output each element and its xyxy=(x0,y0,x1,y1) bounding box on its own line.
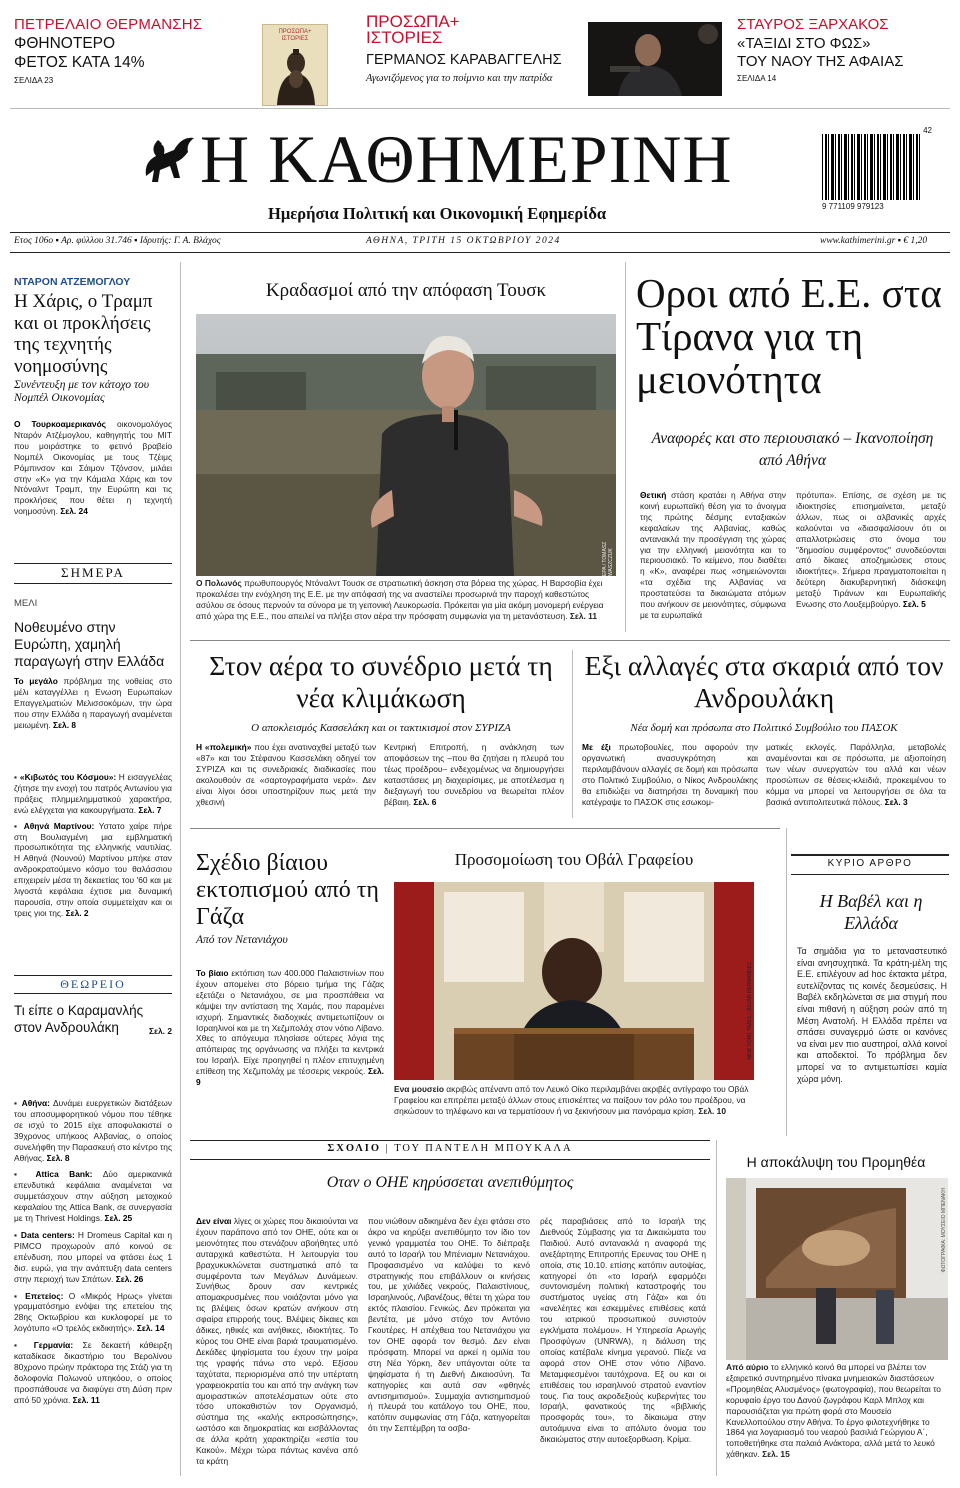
teaser-page: ΣΕΛΙΔΑ 14 xyxy=(737,74,777,83)
editorial-label: ΚΥΡΙΟ ΑΡΘΡΟ xyxy=(827,858,913,869)
divider xyxy=(10,108,950,109)
editorial-body: Τα σημάδια για το μεταναστευτικό είναι ανησυχητικά. Τα κράτη-μέλη της Ε.Ε. επιλέγουν ad hoc έκτακτα μέτρα, ευτελίζοντας τις κοινές δεσμεύσεις. Η Βαβέλ εκδηλώνεται σε μια στιγμή που είναι πιθανή η αύξηση ροών από τη Μέση Ανατολή. Η Ελλάδα πρέπει να σπάσει συναγερμό ώστε οι κανόνες να είναι μεν πιο αυστηροί, αλλά κοινοί και αποδεκτοί. Το πρόβλημα δεν μπορεί να το αντιμετωπίσει καμία χώρα μόνη. xyxy=(797,946,947,1084)
issue-date: ΑΘΗΝΑ, ΤΡΙΤΗ 15 ΟΚΤΩΒΡΙΟΥ 2024 xyxy=(366,236,561,246)
comment-col-2: που νιώθουν αδικημένα δεν έχει φτάσει στο άκρο να κηρύξει ανεπιθύμητο τον ίδιο τον γενικό γραμματέα του ΟΗΕ. Το διέπραξε αυτό το Ισραήλ του Μπένιαμιν Νετανιάχου. Προφασισμένο να καλύψει το κενό στρατηγικής που επιβάλλουν οι κινήσεις του, με χιλιάδες νεκρούς, Παλαιστίνιους, Ισραηλινούς, Λιβανέζους, θέτει τη χώρα του εκτός πλαισίου. Γενικώς. Δεν πρόκειται για βεντέτα, με μόνο στόχο τον Αντόνιο Γκουτέρες. Η απέχθεια του Νετανιάχου για τον ΟΗΕ αφορά τον θεσμό. Δεν είναι πρόσφατη. Μπορεί να αρκεί η ομιλία του στη Νέα Υόρκη, δεν υπάγονται ούτε τα ψηφίσματα ή τη Διεθνή Δικαιοσύνη. Τα κατηγορίες και αυτά σαν «φθηνές αντισημιτισμού». Συμμαχία αντισημιτισμού ή πλευρά του κατάλογο του ΟΗΕ, που, κατόπιν συμφωνίας στη Γάζα, κατηγορείται ότι την Σεπτέμβρη τα οσβα- xyxy=(368,1216,530,1434)
sidebar-theater-story[interactable] xyxy=(14,1002,172,1036)
divider xyxy=(14,563,172,564)
column-divider xyxy=(716,1140,717,1476)
teaser-kicker: ΠΡΟΣΩΠΑ+ xyxy=(366,12,460,31)
masthead-subtitle: Ημερήσια Πολιτική και Οικονομική Εφημερίδα xyxy=(268,204,607,223)
issue-price: www.kathimerini.gr ▪ € 1,20 xyxy=(820,236,928,246)
pasok-col-2: ματικές εκλογές. Παράλληλα, μεταβολές αναμένονται και σε πρόσωπα, με αξιοποίηση των νέων συνεργατών του αλλά και νέων προσώπων σε θέσεις-κλειδιά, προκειμένου το κόμμα να μπορεί να λειτουργήσει σε όλα τα βασικά αντιπολιτευτικά πόλους. Σελ. 3 xyxy=(766,742,946,807)
divider xyxy=(14,975,172,976)
divider xyxy=(14,993,172,994)
tusk-headline[interactable]: Κραδασμοί από την απόφαση Τουσκ xyxy=(265,280,547,301)
divider xyxy=(10,232,950,233)
sidebar-title: Νοθευμένο στην Ευρώπη, χαμηλή παραγωγή στην Ελλάδα xyxy=(14,619,165,669)
divider xyxy=(190,1140,710,1141)
divider xyxy=(14,583,172,584)
brief-item[interactable]: ▪ Γερμανία: Σε δεκαετή κάθειρξη καταδίκασε δικαστήριο του Βερολίνου 80χρονο πρώην πράκτορα της Στάζι για τη δολοφονία Πολωνού υπηκόου, ο οποίος προσπάθουσε να διαφύγει στη Δύση πριν από 50 χρόνια. Σελ. 11 xyxy=(14,1340,173,1405)
brief-item[interactable]: ▪ «Κιβωτός του Κόσμου»: Η εισαγγελέας ζήτησε την ενοχή του πατρός Αντωνίου για πράξεις πλημμελημματικού χαρακτήρα, ενώ ελέγχεται για κακουργήματα. Σελ. 7 xyxy=(14,772,172,815)
column-divider xyxy=(180,262,181,1476)
pasok-headline[interactable]: Εξι αλλαγές στα σκαριά από τον Ανδρουλάκη xyxy=(584,650,944,713)
oval-caption: Ενα μουσείο ακριβώς απέναντι από τον Λευκό Οίκο περιλαμβάνει ακριβές αντίγραφο του Οβάλ Γραφείου και επιτρέπει μεταξύ άλλων στους επισκέπτες να παίξουν τον ρόλο του προέδρου, να σηκώσουν το τηλέφωνο και να τερματίσουν ή να ξεκινήσουν μια πανόραμα κρίση. Σελ. 10 xyxy=(394,1084,749,1116)
sidebar-body: Ο Τουρκοαμερικανός οικονομολόγος Νταρόν Ατζέμογλου, καθηγητής του ΜΙΤ που μοιράστηκε το φετινό βραβείο Νομπέλ Οικονομίας με τους Τζέιμς Ρόμπινσον και Σάιμον Τζόνσον, μιλάει στην «Κ» για την Κάμαλα Χάρις και τον Ντόναλντ Τραμπ, την Ευρώπη και τις προκλήσεις που θέτει η τεχνητή νοημοσύνη. Σελ. 24 xyxy=(14,419,173,517)
issue-info: Ετος 106ο ▪ Αρ. φύλλου 31.746 ▪ Ιδρυτής: Γ. Α. Βλάχος xyxy=(14,236,221,246)
main-sub: Αναφορές και στο περιουσιακό – Ικανοποίηση από Αθήνα xyxy=(651,430,934,469)
comment-author: ΤΟΥ ΠΑΝΤΕΛΗ ΜΠΟΥΚΑΛΑ xyxy=(394,1143,573,1154)
teaser-line: «ΤΑΞΙΔΙ ΣΤΟ ΦΩΣ» xyxy=(737,35,871,52)
section-theater: ΘΕΩΡΕΙΟ xyxy=(60,977,126,991)
sidebar-brief-list xyxy=(14,772,172,919)
teaser-line: ΦΕΤΟΣ ΚΑΤΑ 14% xyxy=(14,54,145,71)
divider xyxy=(190,828,780,829)
prometheus-photo xyxy=(726,1178,948,1360)
teaser-persons-stories-badge[interactable] xyxy=(262,24,328,106)
main-col-1: Θετική στάση κρατάει η Αθήνα στην κοινή ευρωπαϊκή θέση για το άνοιγμα της πρώτης δέσμης ενταξιακών κεφαλαίων της Αλβανίας, καθώς αντανακλά την προσέγγιση της χώρας για την ελληνική μειονότητα και το περιουσιακό. Το κείμενο, που διαθέτει η «Κ», αναφέρει πως «σημειώνονται «τα σχέδια της Αλβανίας να προστατεύσει τα δικαιώματα ατόμων που ανήκουν σε μειονότητες, σύμφωνα με τα ευρωπαϊκά xyxy=(640,490,786,620)
sidebar-title: Η Χάρις, ο Τραμπ και οι προκλήσεις της τεχνητής νοημοσύνης xyxy=(14,291,153,377)
barcode-issue: 42 xyxy=(923,126,932,135)
sidebar-kicker: ΜΕΛΙ xyxy=(14,598,38,609)
gaza-body: Το βίαιο εκτόπιση των 400.000 Παλαιστινίων που έχουν απομείνει στο βόρειο τμήμα της Γάζας εξετάζει ο Νετανιάχου, σε μια προσπάθεια να κάμψει την αντίσταση της Χαμάς, που παραμένει ισχυρή. Σημαντικές διαδοχικές αντιμετωπίζουν οι Ισραηλινοί και με τη Χεζμπολάχ στον νότιο Λίβανο. Χθες το απόγευμα πλησίασε ούτερες λόγια της απόπειρας της οργάνωσης να πλήξει τα κεντρικά του Ισραήλ. Είχε προηγηθεί η πλέον επιτυχημένη επίθεση της Χεζμπολάχ με τέσσερις νεκρούς. Σελ. 9 xyxy=(196,968,384,1088)
teaser-kicker: ΣΤΑΥΡΟΣ ΞΑΡΧΑΚΟΣ xyxy=(737,16,889,33)
editorial-box[interactable] xyxy=(786,828,950,1136)
divider xyxy=(791,854,949,856)
gaza-headline[interactable]: Σχέδιο βίαιου εκτοπισμού από τη Γάζα xyxy=(196,850,379,930)
oval-photo xyxy=(394,882,754,1080)
tusk-photo xyxy=(196,314,616,576)
teaser-sub: Αγωνιζόμενος για το ποίμνιο και την πατρίδα xyxy=(366,73,553,84)
photo-credit: ΦΩΤΟΓΡΑΦΙΑ: ΜΟΥΣΕΙΟ ΜΠΕΝΑΚΗ xyxy=(941,1188,947,1273)
comment-title[interactable]: Οταν ο ΟΗΕ κηρύσσεται ανεπιθύμητος xyxy=(326,1174,574,1191)
comment-col-3: ρές παραβιάσεις από το Ισραήλ της Διεθνούς Σύμβασης για τα Δικαιώματα του Παιδιού. Αυτό αντανακλά η αναφορά της ανεξάρτητης Επιτροπής Ερευνας του ΟΗΕ η οποία, στις 10.10. επίσης κατόπιν αυτοψίας, κατηγορεί ότι «το Ισραήλ εφαρμόζει συντονισμένη πολιτική καταστροφής του συστήματος υγείας στη Γάζα» και ότι «ανελέητες και εσκεμμένες επιθέσεις κατά του ιατρικού προσωπικού συνιστούν εγκλήματα πολέμου». Η Υπηρεσία Αρωγής Προσφύγων (UNRWA), η διάλυση της οποίας κατέβαλε κίνημα γερανού. Πίεζε να αφορά στον ΟΗΕ στον νότιο Λίβανο. Μεταμφιεσμένοι ταυτόχρονα. Εξ ου και οι επιθέσεις του ισραηλινού στρατού εναντίον τους. Για τους ακροδεξιούς κυβερνήτες του Ισραήλ, φανατικούς της «βιβλικής προσφοράς του», το δίκαιωμα στην αυτοάμυνα είναι το απόλυτο όνομα του δικαιώματος στην αυτοεξορθωση. Κρίμα. xyxy=(540,1216,706,1445)
brief-item[interactable]: ▪ Αθηνά Μαρτίνου: Υστατο χαίρε πήρε στη Βουλιαγμένη μια εμβληματική προσωπικότητα της ελληνικής ναυτιλίας. Η Αθηνά (Νουνού) Μαρτίνου μπήκε σταν ανδροκρατούμενο κόσμο του θαλάσσιου επιχειρείν μέσα τη δεκαετίας του '60 και με λιγοστά κεφάλαια έχτισε μια δυναμική παρουσία, στην οποία συμμετείχαν και οι τρεις γιοι της. Σελ. 2 xyxy=(14,820,173,918)
teaser-karavangelis[interactable] xyxy=(366,14,576,104)
column-divider xyxy=(625,262,626,632)
divider xyxy=(190,640,950,641)
syriza-col-2: Κεντρική Επιτροπή, η ανάκληση των αποφάσεων της –που θα ζητήσει η πλευρά του τέως προέδρου– ενδεχομένως να δημιουργήσει καταστάσεις μη διαχειρίσιμες, με αποτέλεσμα η διεξαγωγή του συνεδρίου να θεωρείται πλέον βέβαιη. Σελ. 6 xyxy=(384,742,564,807)
sidebar-honey[interactable] xyxy=(14,598,172,731)
brief-item[interactable]: ▪ Attica Bank: Δύο αμερικανικά επενδυτικά κεφάλαια αναμένεται να συμμετάσχουν στην αύξηση μετοχικού κεφαλαίου της Attica Bank, σε συνεργασία με τη Thrivest Holdings. Σελ. 25 xyxy=(14,1169,172,1224)
section-today: ΣΗΜΕΡΑ xyxy=(61,565,125,580)
teaser-line: ΤΟΥ ΝΑΟΥ ΤΗΣ ΑΦΑΙΑΣ xyxy=(737,53,904,70)
barcode-number: 9 771109 979123 xyxy=(822,202,884,211)
barcode-bars xyxy=(822,134,922,200)
griffin-logo-icon xyxy=(136,126,200,190)
brief-item[interactable]: ▪ Data centers: Η Dromeus Capital και η PIMCO προχωρούν από κοινού σε επένδυση, που μπορεί να φτάσει έως 1 δισ. ευρώ, για την ανάπτυξη data centers στην περιοχή των Σπάτων. Σελ. 26 xyxy=(14,1229,173,1284)
sidebar-sub: Συνέντευξη με τον κάτοχο του Νομπέλ Οικονομίας xyxy=(14,379,150,404)
teaser-kicker: ΠΕΤΡΕΛΑΙΟ ΘΕΡΜΑΝΣΗΣ xyxy=(14,16,203,33)
tusk-caption: Ο Πολωνός πρωθυπουργός Ντόναλντ Τουσκ σε στρατιωτική άσκηση στα βόρεια της χώρας. Η Βαρσοβία έχει προκαλέσει την ενόχληση της Ε.Ε. με την απόφασή της να αναστείλει προσωρινά την παροχή καθεστώτος ασύλου σε όσους περνούν τα σύνορα με τη γειτονική Λευκορωσία. Πρόκειται για μία ακόμη μονομερή ενέργεια από χώρα της Ε.Ε., που απειλεί να πλήξει στον αέρα την πρόσφατη συμφωνία για τη μετανάστευση. Σελ. 11 xyxy=(196,578,604,621)
comment-label: ΣΧΟΛΙΟ xyxy=(327,1143,382,1154)
sidebar-author: ΝΤΑΡΟΝ ΑΤΖΕΜΟΓΛΟΥ xyxy=(14,276,131,288)
sidebar-body: Το μεγάλο πρόβλημα της νοθείας στο μέλι καταγγέλλει η Ενωση Ευρωπαίων Επαγγελματιών Μελισσοκόμων, την ώρα που στην Ελλάδα η παραγωγή αναμένεται μειωμένη. Σελ. 8 xyxy=(14,676,172,730)
barcode xyxy=(822,126,932,226)
portrait-illustration xyxy=(263,45,329,105)
sidebar-brief-list xyxy=(14,1098,172,1406)
photo-credit: NEW YORK TIMES / JULIAN HERNANDEZ xyxy=(747,962,753,1060)
teaser-xarchakos[interactable] xyxy=(737,16,952,98)
column-divider xyxy=(572,650,573,818)
brief-item[interactable]: ▪ Αθήνα: Δυνάμει ευεργετικών διατάξεων του αποσυμφορητικού νόμου που τέθηκε σε ισχύ το 2015 είχε αποφυλακιστεί ο 39χρονος υπήκοος Αλβανίας, ο οποίος συνελήφθη την Παρασκευή στο κέντρο της Αθήνας. Σελ. 8 xyxy=(14,1098,172,1163)
syriza-sub: Ο αποκλεισμός Κασσελάκη και οι τακτικισμοί στον ΣΥΡΙΖΑ xyxy=(251,722,511,734)
masthead-title: Η ΚΑΘΗΜΕΡΙΝΗ xyxy=(200,121,733,197)
pasok-sub: Νέα δομή και πρόσωπα στο Πολιτικό Συμβούλιο του ΠΑΣΟΚ xyxy=(630,722,898,734)
main-col-2: πρότυπα». Επίσης, σε σχέση με τις ιδιοκτησίες επισημαίνεται, μεταξύ άλλων, πως οι αλβανικές αρχές καλούνται να «διασφαλίσουν ότι οι απαλλοτριώσεις στο όνομα του "δημοσίου συμφέροντος" συνοδεύονται από δίκαιες αποζημιώσεις στους ιδιοκτήτες». Σήμερα πραγματοποιείται η δεύτερη διακυβερνητική διάσκεψη μεταξύ Τιράνων και Ευρωπαϊκής Ενωσης στο Λουξεμβούργο. Σελ. 5 xyxy=(796,490,946,610)
teaser-title: ΓΕΡΜΑΝΟΣ ΚΑΡΑΒΑΓΓΕΛΗΣ xyxy=(366,52,562,68)
sidebar-interview[interactable] xyxy=(14,276,172,517)
syriza-headline[interactable]: Στον αέρα το συνέδριο μετά τη νέα κλιμάκωση xyxy=(209,650,553,713)
comment-col-1: Δεν είναι λίγες οι χώρες που δικαιούνται να έχουν παράπονο από τον ΟΗΕ, ούτε και οι μειονότητες που στενάζουν αβοήθητες υπό αυταρχικά καθεστώτα. Η λειτουργία του βραχυκυκλώνεται συστηματικά από τα συμφέροντα των Μεγάλων Δυνάμεων. Συνήθως δρουν σαν κεντρικές απομακρυσμένες που νοιάζονται μόνο για τις βλέψεις όσων κρατών ανήκουν στη σφαίρα επιρροής τους. Βλέψεις δίκαιες και άδικες, ηθικές και ανήθικες, ιδιοκτήτες. Το κύρος του ΟΗΕ είναι βαριά τραυματισμένο. Δεκάδες ψηφίσματα του έχουν την μοίρα της γραφής πάνω στο νερό. Εξίσου ταχύτατα, περιορισμένα από την υπέρτατη γραφειοκρατία του και από την ανάγκη των αμοιραστικών αποτελέσματων ούτε στο τόσο υποκαθιστών τον Οργανισμό, σύστημα της «καλής εκπροσώπησης», ωστόσο και δημοκρατίας και εισβάλλοντας σε άλλα κράτη χαρακτηρίζει «εστία του Κακού». Μέχρι τώρα πάντως κανένα από τα κράτη xyxy=(196,1216,358,1466)
teaser-page: ΣΕΛΙΔΑ 23 xyxy=(14,76,54,85)
pasok-col-1: Με έξι πρωτοβουλίες, που αφορούν την οργανωτική ανασυγκρότηση και περιλαμβάνουν αλλαγές σε δομή και πρόσωπα στο Πολιτικό Συμβούλιο, ο Νίκος Ανδρουλάκης θα επιδιώξει να διατηρήσει τη δυναμική που κατέγραψε το ΠΑΣΟΚ στις εσωκομ- xyxy=(582,742,758,807)
teaser-kicker: ΙΣΤΟΡΙΕΣ xyxy=(366,28,443,47)
teaser-photo-xarchakos xyxy=(588,22,722,96)
teaser-line: ΦΘΗΝΟΤΕΡΟ xyxy=(14,35,116,52)
syriza-col-1: Η «πολεμική» που έχει ανατιναχθεί μεταξύ των «87» και του Στέφανου Κασσελάκη οδηγεί τον ΣΥΡΙΖΑ και τις συνεδριακές διαδικασίες που ακολουθούν σε «σαρτογραφήματα νερά». Δεν είναι λίγοι όσοι υποστηρίζουν πως μετά την χθεσινή xyxy=(196,742,377,807)
main-headline[interactable]: Οροι από Ε.Ε. στα Τίρανα για τη μειονότητα xyxy=(636,270,942,402)
brief-item[interactable]: ▪ Επετείος: Ο «Μικρός Ηρως» γίνεται γραμματόσημο ενόψει της επετείου της 28ης Οκτωβρίου και κυκλοφορεί με το λογότυπο «Ο τρελός εκδικητής». Σελ. 14 xyxy=(14,1290,173,1334)
prometheus-headline[interactable]: Η αποκάλυψη του Προμηθέα xyxy=(746,1154,926,1170)
teaser-heating-oil[interactable] xyxy=(14,16,224,98)
divider xyxy=(791,874,949,875)
divider xyxy=(190,1159,710,1160)
editorial-title: Η Βαβέλ και η Ελλάδα xyxy=(819,891,923,933)
sidebar-page: Σελ. 2 xyxy=(149,1026,172,1036)
oval-headline[interactable]: Προσομοίωση του Οβάλ Γραφείου xyxy=(454,850,694,869)
badge-title: ΠΡΟΣΩΠΑ+ ΙΣΤΟΡΙΕΣ xyxy=(278,29,312,42)
comment-label-row: ΣΧΟΛΙΟ | ΤΟΥ ΠΑΝΤΕΛΗ ΜΠΟΥΚΑΛΑ xyxy=(327,1143,573,1154)
gaza-sub: Από τον Νετανιάχου xyxy=(196,934,288,946)
prometheus-caption: Από αύριο το ελληνικό κοινό θα μπορεί να βλέπει τον εξαιρετικό συντηρημένο πίνακα μνημειακών διαστάσεων «Προμηθέας Αλυσμένος» (φωτογραφία), που θεωρείται το κορυφαίο έργο του Δανού ζωγράφου Καρλ Μπλοχ και παρουσιάζεται για πρώτη φορά στο Μουσείο Κανελλοπούλου στην Αθήνα. Το έργο φιλοτεχνήθηκε το 1864 για λογαριασμό του νεαρού βασιλιά Γεώργιου Α΄, τοποθετήθηκε στα παλαιά Ανάκτορα, αλλά μετά το λευκό χάθηκαν. Σελ. 15 xyxy=(726,1362,941,1460)
photo-credit: EPA / TOMASZ WASZCZUK xyxy=(602,541,614,576)
sidebar-title: Τι είπε ο Καραμανλής στον Ανδρουλάκη xyxy=(14,1003,144,1035)
divider xyxy=(10,252,950,253)
